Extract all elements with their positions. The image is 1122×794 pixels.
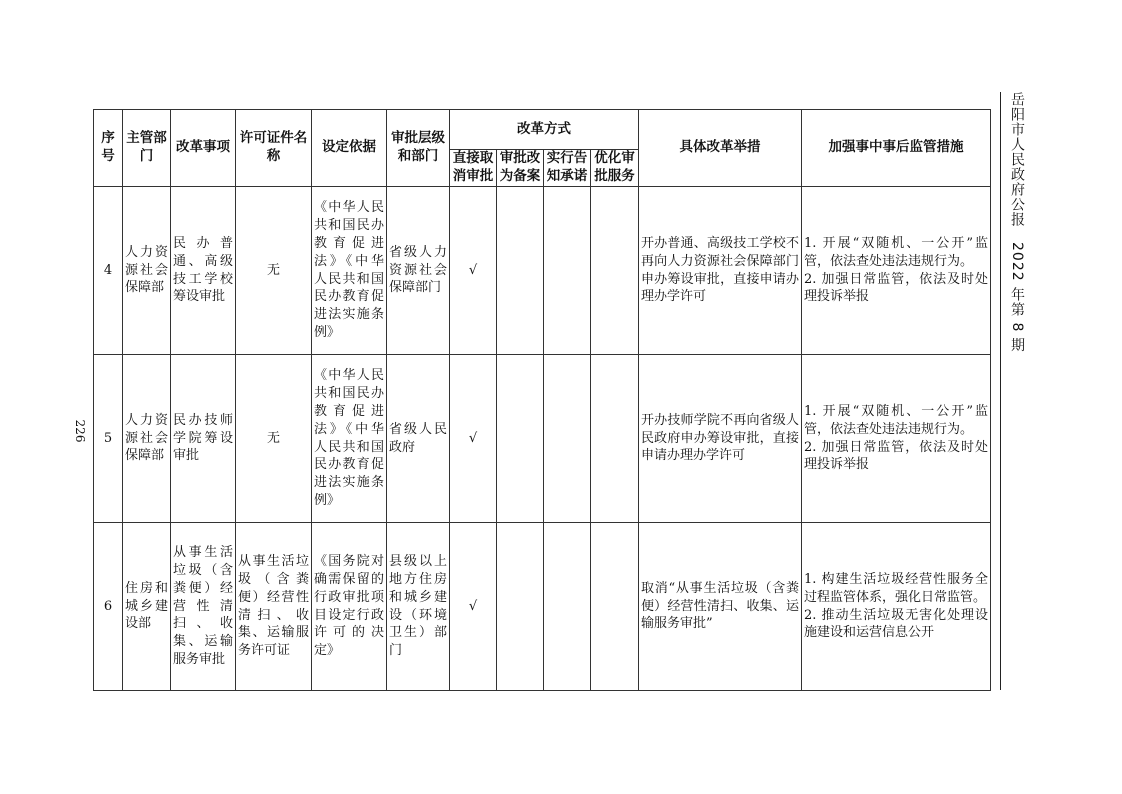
col-header-basis: 设定依据	[312, 110, 387, 187]
row-basis: 《国务院对确需保留的行政审批项目设定行政许可的决定》	[312, 523, 387, 691]
row-method-optimize	[591, 523, 639, 691]
row-supervision	[802, 355, 991, 523]
row-department: 人力资源社会保障部	[123, 187, 171, 355]
row-item: 从事生活垃圾（含粪便）经营性清扫、收集、运输服务审批	[171, 523, 236, 691]
running-header: 岳阳市人民政府公报 2022 年第 8 期	[1009, 92, 1025, 353]
supervision-item: 1. 构建生活垃圾经营性服务全过程监管体系，强化日常监管。	[804, 571, 988, 605]
row-license-name: 从事生活垃圾（含粪便）经营性清扫、收集、运输服务许可证	[236, 523, 312, 691]
row-approval-level: 省级人民政府	[387, 355, 450, 523]
row-method-filing	[497, 523, 544, 691]
table-row	[94, 187, 991, 355]
row-method-cancel: √	[450, 355, 497, 523]
row-method-commitment	[544, 523, 591, 691]
row-department: 住房和城乡建设部	[123, 523, 171, 691]
row-item: 民办技师学院筹设审批	[171, 355, 236, 523]
reform-table	[93, 109, 991, 691]
row-supervision	[802, 523, 991, 691]
col-header-measures: 具体改革举措	[639, 110, 802, 187]
col-header-item: 改革事项	[171, 110, 236, 187]
row-department: 人力资源社会保障部	[123, 355, 171, 523]
header-row	[94, 110, 991, 150]
supervision-item: 1. 开展“双随机、一公开”监管，依法查处违法违规行为。	[804, 235, 988, 269]
header-divider	[1000, 92, 1001, 690]
row-method-commitment	[544, 187, 591, 355]
col-header-change-to-filing: 审批改为备案	[497, 150, 544, 187]
col-header-reform-method: 改革方式	[450, 110, 639, 150]
col-header-cancel-approval: 直接取消审批	[450, 150, 497, 187]
col-header-license-name: 许可证件名称	[236, 110, 312, 187]
row-license-name: 无	[236, 355, 312, 523]
row-method-commitment	[544, 355, 591, 523]
supervision-item: 2. 加强日常监管，依法及时处理投诉举报	[804, 439, 988, 473]
row-method-optimize	[591, 355, 639, 523]
table-row	[94, 355, 991, 523]
row-method-cancel: √	[450, 523, 497, 691]
supervision-item: 2. 加强日常监管，依法及时处理投诉举报	[804, 271, 988, 305]
row-measures: 取消“从事生活垃圾（含粪便）经营性清扫、收集、运输服务审批”	[639, 523, 802, 691]
row-supervision	[802, 187, 991, 355]
row-method-filing	[497, 187, 544, 355]
row-method-cancel: √	[450, 187, 497, 355]
col-header-optimize-service: 优化审批服务	[591, 150, 639, 187]
supervision-item: 2. 推动生活垃圾无害化处理设施建设和运营信息公开	[804, 607, 988, 641]
col-header-supervision: 加强事中事后监管措施	[802, 110, 991, 187]
col-header-index: 序号	[94, 110, 123, 187]
row-index: 4	[94, 187, 123, 355]
row-index: 6	[94, 523, 123, 691]
row-approval-level: 省级人力资源社会保障部门	[387, 187, 450, 355]
row-basis: 《中华人民共和国民办教育促进法》《中华人民共和国民办教育促进法实施条例》	[312, 187, 387, 355]
col-header-approval-level: 审批层级和部门	[387, 110, 450, 187]
row-measures: 开办技师学院不再向省级人民政府申办筹设审批，直接申请办理办学许可	[639, 355, 802, 523]
table-row	[94, 523, 991, 691]
col-header-department: 主管部门	[123, 110, 171, 187]
page-number: 226	[73, 419, 87, 443]
row-approval-level: 县级以上地方住房和城乡建设（环境卫生）部门	[387, 523, 450, 691]
row-index: 5	[94, 355, 123, 523]
row-basis: 《中华人民共和国民办教育促进法》《中华人民共和国民办教育促进法实施条例》	[312, 355, 387, 523]
supervision-item: 1. 开展“双随机、一公开”监管，依法查处违法违规行为。	[804, 403, 988, 437]
row-method-filing	[497, 355, 544, 523]
row-item: 民办普通、高级技工学校筹设审批	[171, 187, 236, 355]
row-measures: 开办普通、高级技工学校不再向人力资源社会保障部门申办筹设审批，直接申请办理办学许可	[639, 187, 802, 355]
row-license-name: 无	[236, 187, 312, 355]
col-header-notification-commitment: 实行告知承诺	[544, 150, 591, 187]
row-method-optimize	[591, 187, 639, 355]
